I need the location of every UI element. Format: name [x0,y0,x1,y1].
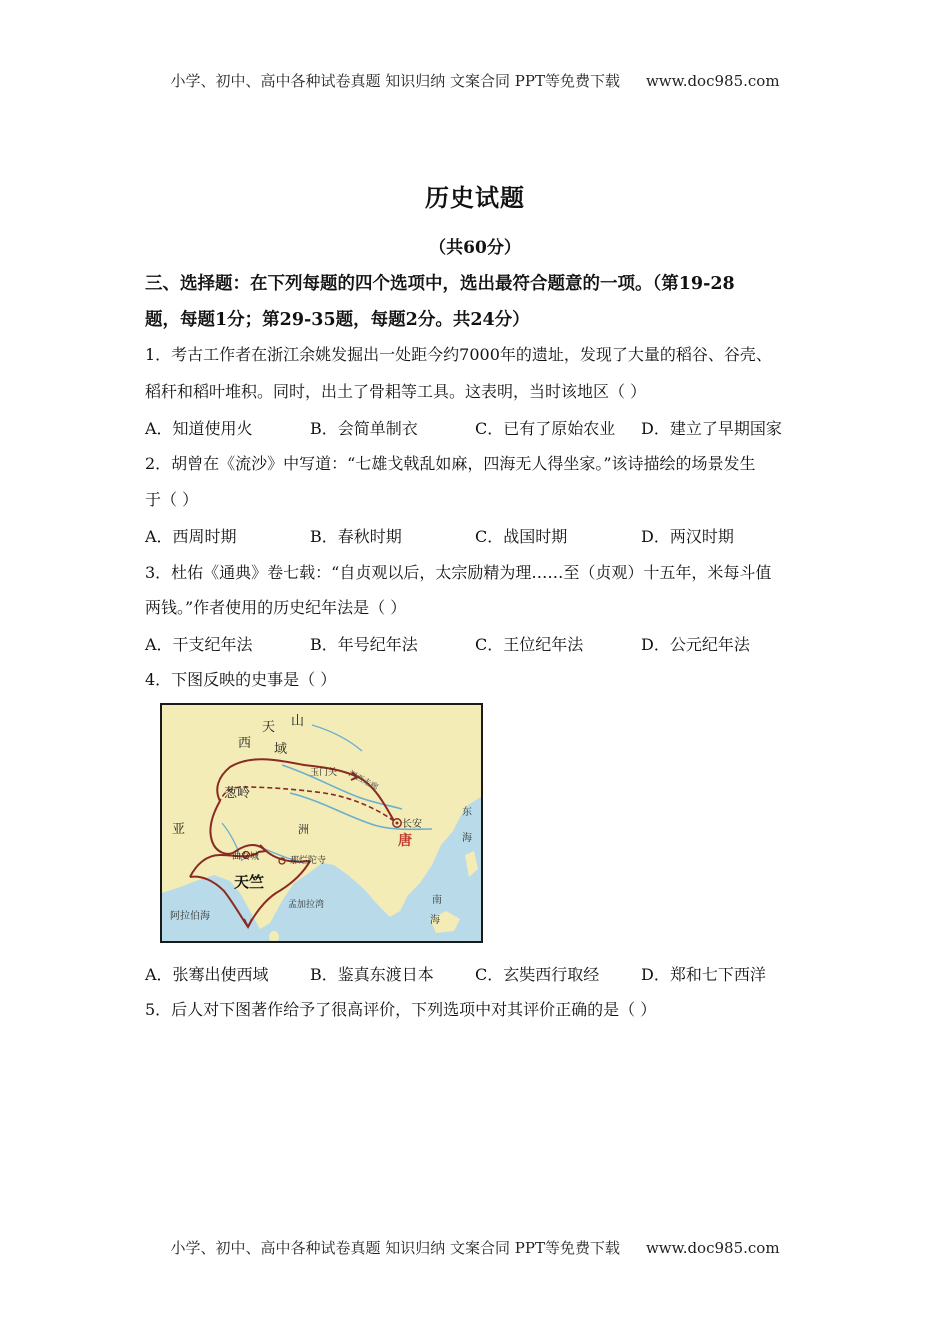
question-3-option-d[interactable]: D．公元纪年法 [641,635,750,654]
map-label-nan: 南 [432,895,442,906]
header-url[interactable]: www.doc985.com [645,72,780,90]
map-label-hai-2: 海 [430,915,440,926]
question-3-option-a[interactable]: A．干支纪年法 [145,635,253,654]
question-3-line-1: 3．杜佑《通典》卷七载：“自贞观以后，太宗励精为理……至（贞观）十五年，米每斗值 [145,563,772,582]
question-4-option-c[interactable]: C．玄奘西行取经 [475,965,600,984]
map-label-alabo: 阿拉伯海 [170,911,210,922]
question-4-option-b[interactable]: B．鉴真东渡日本 [310,965,434,984]
map-label-tianshan-1: 天 [262,720,276,735]
map-label-tianshan-2: 山 [291,714,305,729]
map-label-xiyu-2: 域 [274,742,288,757]
map-label-xiyu-1: 西 [238,736,252,751]
question-1-option-c[interactable]: C．已有了原始农业 [475,419,616,438]
map-label-zhou: 洲 [298,823,309,836]
map-label-changan: 长安 [402,819,422,830]
question-4-line-1: 4．下图反映的史事是（ ） [145,670,337,689]
section-instruction-line2: 题，每题1分；第29-35题，每题2分。共24分） [145,310,530,330]
question-3-option-c[interactable]: C．王位纪年法 [475,635,584,654]
question-4-option-a[interactable]: A．张骞出使西域 [145,965,269,984]
page-title: 历史试题 [425,183,525,212]
page-footer [0,1237,950,1258]
question-1-line-2: 稻秆和稻叶堆积。同时，出土了骨耜等工具。这表明，当时该地区（ ） [145,382,647,401]
map-label-congling: 葱岭 [224,786,251,801]
question-2-option-b[interactable]: B．春秋时期 [310,527,402,546]
section-instruction-line1: 三、选择题：在下列每题的四个选项中，选出最符合题意的一项。（第19-28 [145,274,735,294]
map-label-qunvcheng: 曲女城 [232,852,260,862]
question-2-option-c[interactable]: C．战国时期 [475,527,568,546]
map-label-tianzhu: 天竺 [234,873,265,891]
question-1-option-d[interactable]: D．建立了早期国家 [641,419,782,438]
question-3-line-2: 两钱。”作者使用的历史纪年法是（ ） [145,598,407,617]
footer-text: 小学、初中、高中各种试卷真题 知识归纳 文案合同 PPT等免费下载 [170,1239,620,1257]
question-5-line-1: 5．后人对下图著作给予了很高评价，下列选项中对其评价正确的是（ ） [145,1000,657,1019]
map-label-hai: 海 [462,833,472,844]
map-label-hexi: 河西走廊 [347,768,380,792]
page-header [0,70,950,91]
question-1-option-b[interactable]: B．会简单制衣 [310,419,418,438]
page-subtitle: （共60分） [429,238,521,258]
question-1-line-1: 1．考古工作者在浙江余姚发掘出一处距今约7000年的遗址，发现了大量的稻谷、谷壳、 [145,345,772,364]
footer-url[interactable]: www.doc985.com [645,1239,780,1257]
map-label-mengjiala: 孟加拉湾 [288,900,325,910]
question-2-option-d[interactable]: D．两汉时期 [641,527,734,546]
question-1-option-a[interactable]: A．知道使用火 [145,419,253,438]
map-label-tang: 唐 [398,833,412,849]
map-label-ya: 亚 [172,822,186,837]
question-2-line-1: 2．胡曾在《流沙》中写道：“七雄戈戟乱如麻，四海无人得坐家。”该诗描绘的场景发生 [145,454,756,473]
question-2-line-2: 于（ ） [145,490,199,509]
map-label-nalantuo: 那烂陀寺 [290,856,327,866]
question-4-option-d[interactable]: D．郑和七下西洋 [641,965,766,984]
question-3-option-b[interactable]: B．年号纪年法 [310,635,418,654]
question-2-option-a[interactable]: A．西周时期 [145,527,237,546]
map-label-dong: 东 [462,807,472,818]
map-label-yumenguan: 玉门关 [310,768,338,778]
header-text: 小学、初中、高中各种试卷真题 知识归纳 文案合同 PPT等免费下载 [170,72,620,90]
route-map [160,703,483,943]
